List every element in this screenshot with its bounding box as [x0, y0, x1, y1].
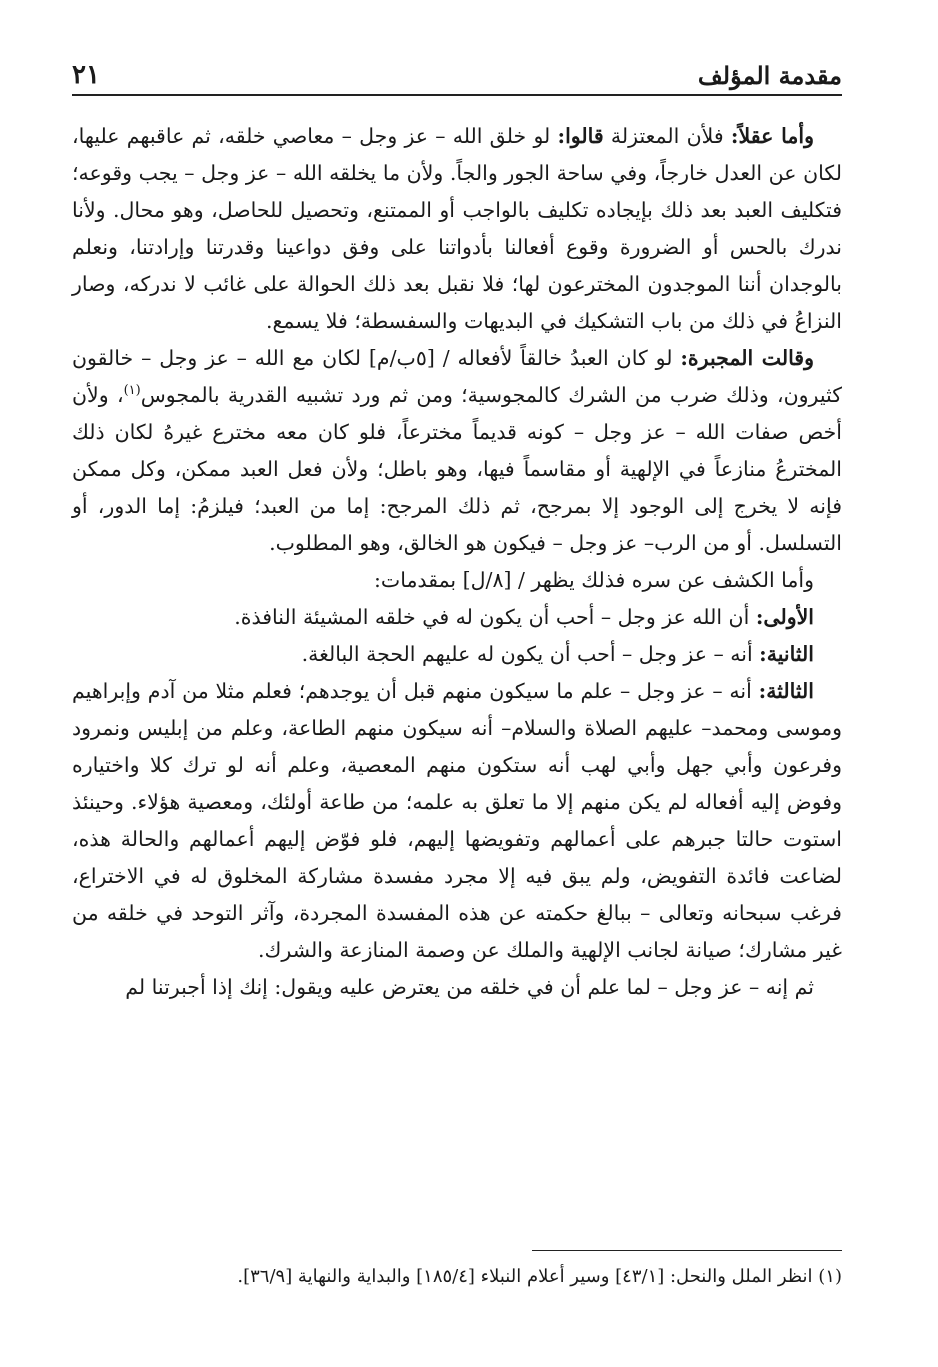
paragraph-thumma — [72, 969, 842, 1006]
paragraph-thalitha — [72, 673, 842, 969]
paragraph-text: لو كان العبدُ خالقاً لأفعاله / [٥ب/م] لكان مع الله – عز وجل – خالقون كثيرون، وذلك ضرب من الشرك كالمجوسية؛ ومن ثم ورد تشبيه القدرية بالمجوس — [72, 346, 843, 407]
paragraph-lead: الثالثة: — [758, 679, 814, 703]
paragraph-mujbira — [72, 340, 842, 562]
paragraph-lead: الأولى: — [755, 605, 814, 629]
footnote-divider — [532, 1250, 842, 1251]
paragraph-lead: وقالت المجبرة: — [680, 346, 815, 370]
header-title: مقدمة المؤلف — [697, 61, 842, 90]
paragraph-text: أنه – عز وجل – أحب أن يكون له عليهم الحجة البالغة. — [301, 642, 760, 666]
paragraph-text: وأما الكشف عن سره فذلك يظهر / [٨/ل] بمقدمات: — [374, 568, 814, 592]
page-number: ٢١ — [72, 60, 100, 90]
paragraph-text: أنه – عز وجل – علم ما سيكون منهم قبل أن يوجدهم؛ فعلم مثلا من آدم وإبراهيم وموسى ومحمد– عليهم الصلاة والسلام– أنه سيكون منهم الطاعة، وعلم من إبليس ونمرود وفرعون وأبي جهل وأبي لهب أنه ستكون منهم المعصية، وعلم أنه لو ترك كلا واختياره وفوض إليه أفعاله لم يكن منهم إلا ما تعلق به علمه؛ من طاعة أولئك، ومعصية هؤلاء. وحينئذ استوت حالتا جبرهم على أعمالهم وتفويضها إليهم، فلو فوّض إليهم أعمالهم والحالة هذه، لضاعت فائدة التفويض، ولم يبق فيه إلا مجرد مفسدة مشاركة المخلوق له في الاختراع، فرغب سبحانه وتعالى – ببالغ حكمته عن هذه المفسدة المجردة، وآثر التوحد في خلقه من غير مشارك؛ صيانة لجانب الإلهية والملك عن وصمة المنازعة والشرك. — [72, 679, 842, 962]
paragraph-lead: الثانية: — [759, 642, 814, 666]
main-text — [72, 118, 842, 1006]
book-page — [72, 40, 843, 1287]
footnote-marker: (١) — [123, 383, 141, 399]
paragraph-text: ثم إنه – عز وجل – لما علم أن في خلقه من يعترض عليه ويقول: إنك إذا أجبرتنا لم — [125, 975, 814, 999]
paragraph-lead-inline: قالوا: — [557, 124, 604, 148]
running-header — [72, 40, 842, 96]
paragraph-lead: وأما عقلاً: — [730, 124, 814, 148]
paragraph-ula — [72, 599, 842, 636]
paragraph-text: فلأن المعتزلة — [603, 124, 731, 148]
paragraph-thaniya — [72, 636, 842, 673]
footnote — [72, 1262, 842, 1292]
footnote-text: (١) انظر الملل والنحل: [٤٣/١] وسير أعلام النبلاء [١٨٥/٤] والبداية والنهاية [٣٦/٩]. — [237, 1266, 842, 1287]
paragraph-text: لو خلق الله – عز وجل – معاصي خلقه، ثم عاقبهم عليها، لكان عن العدل خارجاً، وفي ساحة الجور والجاً. ولأن ما يخلقه الله – عز وجل – يجب وقوعه؛ فتكليف العبد بعد ذلك بإيجاده تكليف بالواجب أو الممتنع، وتحصيل للحاصل، وهو محال. ولأنا ندرك بالحس أو الضرورة وقوع أفعالنا بأدواتنا على وفق دواعينا وقدرتنا وإرادتنا، ونعلم بالوجدان أننا الموجدون المخترعون لها؛ فلا نقبل بعد ذلك الحوالة على غائب لا ندركه، وصار النزاعُ في ذلك من باب التشكيك في البديهات والسفسطة؛ فلا يسمع. — [72, 124, 842, 333]
paragraph-text: ، ولأن أخص صفات الله – عز وجل – كونه قديماً مخترعاً، فلو كان معه مخترع غيرهُ لكان ذلك المخترعُ منازعاً في الإلهية أو مقاسماً فيها، وهو باطل؛ ولأن فعل العبد ممكن، وكل ممكن فإنه لا يخرج إلى الوجود إلا بمرجح، ثم ذلك المرجح: إما من العبد؛ فيلزمُ: إما الدور، أو التسلسل. أو من الرب– عز وجل – فيكون هو الخالق، وهو المطلوب. — [72, 383, 842, 555]
paragraph-text: أن الله عز وجل – أحب أن يكون له في خلقه المشيئة النافذة. — [234, 605, 756, 629]
paragraph-aqlan — [72, 118, 842, 340]
paragraph-kashf — [72, 562, 842, 599]
